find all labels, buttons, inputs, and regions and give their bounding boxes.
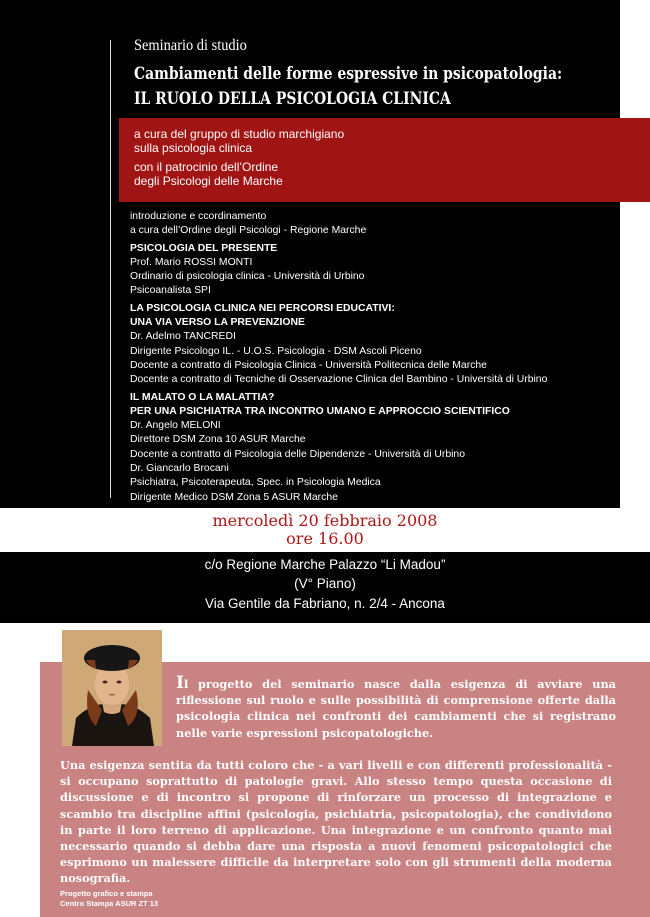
venue-line-3: Via Gentile da Fabriano, n. 2/4 - Ancona bbox=[205, 596, 445, 611]
talk1-speaker: Prof. Mario ROSSI MONTI bbox=[130, 256, 253, 268]
title-line-1: Cambiamenti delle forme espressive in psicopatologia: bbox=[134, 64, 563, 84]
portrait-drawing bbox=[62, 630, 162, 746]
talk2-title-1: LA PSICOLOGIA CLINICA NEI PERCORSI EDUCATIVI: bbox=[130, 302, 395, 314]
seminar-title bbox=[134, 62, 563, 112]
title-line-2: IL RUOLO DELLA PSICOLOGIA CLINICA bbox=[134, 89, 451, 109]
event-time: ore 16.00 bbox=[286, 529, 364, 548]
description-paragraph: Una esigenza sentita da tutti coloro che - a vari livelli e con differenti professionalità - si occupano soprattutto di patologie gravi. Allo stesso tempo questa occasione di discussione e di incontro si propone di rinforzare un processo di integrazione e scambio tra discipline affini (psicologia, psichiatria, psicopatologia), che condividono in parte il loro terreno di applicazione. Una integrazione e un confronto quanto mai necessario quando si debba dare una risposta a nuovi fenomeni psicopatologici che esprimono un malessere difficile da interpretare solo con gli strumenti della moderna nosografia. bbox=[60, 758, 612, 886]
program bbox=[130, 210, 610, 505]
credits-line-2: Centro Stampa ASUR ZT 13 bbox=[60, 899, 159, 908]
intro-line-1: introduzione e ccordinamento bbox=[130, 211, 267, 222]
talk1-affiliation: Psicoanalista SPI bbox=[130, 285, 211, 297]
intro-text: l progetto del seminario nasce dalla esigenza di avviare una riflessione sul ruolo e sulle possibilità di comprensione offerte dalla psicologia clinica nei confronti dei cambiamenti che si registrano nelle varie espressioni psicopatologiche. bbox=[176, 677, 616, 740]
series-label: Seminario di studio bbox=[134, 37, 247, 54]
talk3-title-2: PER UNA PSICHIATRA TRA INCONTRO UMANO E APPROCCIO SCIENTIFICO bbox=[130, 405, 510, 417]
organizer-line-2: sulla psicologia clinica bbox=[134, 141, 253, 155]
description-intro bbox=[176, 673, 616, 741]
talk2-title-2: UNA VIA VERSO LA PREVENZIONE bbox=[130, 317, 305, 329]
talk3-role-2: Docente a contratto di Psicologia delle Dipendenze - Università di Urbino bbox=[130, 448, 465, 460]
venue-line-2: (V° Piano) bbox=[294, 576, 356, 591]
talk3-speaker-2: Dr. Giancarlo Brocani bbox=[130, 463, 229, 475]
talk3-role-1: Direttore DSM Zona 10 ASUR Marche bbox=[130, 434, 306, 446]
talk2-role-1: Dirigente Psicologo IL. - U.O.S. Psicologia - DSM Ascoli Piceno bbox=[130, 345, 422, 357]
talk2-speaker: Dr. Adelmo TANCREDI bbox=[130, 331, 236, 343]
portrait-image bbox=[62, 630, 162, 746]
patronage-line-2: degli Psicologi delle Marche bbox=[134, 174, 283, 188]
event-date: mercoledì 20 febbraio 2008 bbox=[212, 511, 438, 530]
venue-line-1: c/o Regione Marche Palazzo “Li Madou” bbox=[204, 557, 446, 572]
drop-cap: I bbox=[176, 673, 184, 693]
vertical-rule bbox=[110, 40, 111, 498]
talk2-role-3: Docente a contratto di Tecniche di Osservazione Clinica del Bambino - Università di Urbino bbox=[130, 374, 548, 386]
organizer-line-1: a cura del gruppo di studio marchigiano bbox=[134, 127, 345, 141]
talk3-role-4: Dirigente Medico DSM Zona 5 ASUR Marche bbox=[130, 491, 338, 503]
talk1-role: Ordinario di psicologia clinica - Università di Urbino bbox=[130, 271, 365, 283]
intro-line-2: a cura dell’Ordine degli Psicologi - Regione Marche bbox=[130, 225, 367, 237]
talk1-title: PSICOLOGIA DEL PRESENTE bbox=[130, 242, 278, 254]
talk3-title-1: IL MALATO O LA MALATTIA? bbox=[130, 391, 275, 403]
patronage-line-1: con il patrocinio dell’Ordine bbox=[134, 160, 279, 174]
talk3-role-3: Psichiatra, Psicoterapeuta, Spec. in Psicologia Medica bbox=[130, 477, 381, 489]
credits-line-1: Progetto grafico e stampa bbox=[60, 889, 153, 898]
talk3-speaker-1: Dr. Angelo MELONI bbox=[130, 420, 221, 432]
talk2-role-2: Docente a contratto di Psicologia Clinica - Università Politecnica delle Marche bbox=[130, 359, 487, 371]
